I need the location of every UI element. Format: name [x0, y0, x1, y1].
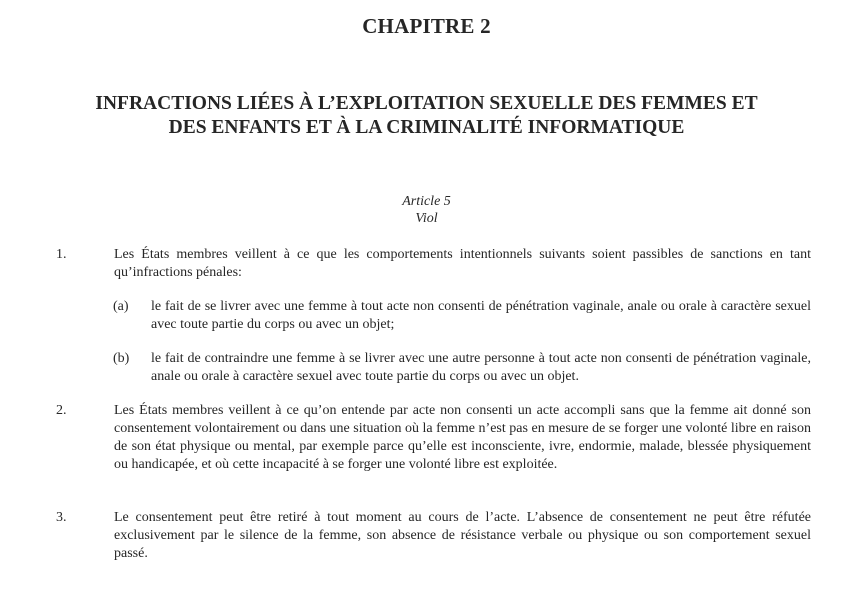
subitem-text: le fait de contraindre une femme à se livrer avec une autre personne à tout acte non consenti de pénétration vaginale, anale ou orale à caractère sexuel avec toute partie du corps ou avec un objet. — [151, 351, 811, 384]
paragraph-2 — [56, 402, 811, 474]
subitem-text: le fait de se livrer avec une femme à tout acte non consenti de pénétration vaginale, anale ou orale à caractère sexuel avec toute partie du corps ou avec un objet; — [151, 299, 811, 332]
paragraph-number: 1. — [56, 247, 67, 262]
paragraph-number: 3. — [56, 510, 67, 525]
subitem-b — [113, 350, 811, 386]
subitem-a — [113, 298, 811, 334]
chapter-title-line-1: INFRACTIONS LIÉES À L’EXPLOITATION SEXUELLE DES FEMMES ET — [95, 93, 758, 114]
chapter-title — [40, 92, 813, 140]
article-heading — [0, 193, 853, 227]
article-number: Article 5 — [402, 194, 451, 209]
chapter-heading: CHAPITRE 2 — [362, 14, 491, 38]
paragraph-1 — [56, 246, 811, 282]
article-name: Viol — [415, 211, 438, 226]
paragraph-text: Les États membres veillent à ce que les comportements intentionnels suivants soient passibles de sanctions en tant qu’infractions pénales: — [114, 247, 811, 280]
paragraph-number: 2. — [56, 403, 67, 418]
paragraph-text: Le consentement peut être retiré à tout moment au cours de l’acte. L’absence de consentement ne peut être réfutée exclusivement par le silence de la femme, son absence de résistance verbale ou physique ou son comportement sexuel passé. — [114, 510, 811, 561]
chapter-title-line-2: DES ENFANTS ET À LA CRIMINALITÉ INFORMATIQUE — [168, 117, 685, 138]
paragraph-3 — [56, 509, 811, 563]
subitem-label: (a) — [113, 299, 129, 314]
subitem-label: (b) — [113, 351, 130, 366]
paragraph-text: Les États membres veillent à ce qu’on entende par acte non consenti un acte accompli sans que la femme ait donné son consentement volontairement ou dans une situation où la femme n’est pas en mesure de se forger une volonté libre en raison de son état physique ou mental, par exemple parce qu’elle est inconsciente, ivre, endormie, malade, blessée physiquement ou handicapée, et où cette incapacité à se forger une volonté libre est exploitée. — [114, 403, 811, 472]
